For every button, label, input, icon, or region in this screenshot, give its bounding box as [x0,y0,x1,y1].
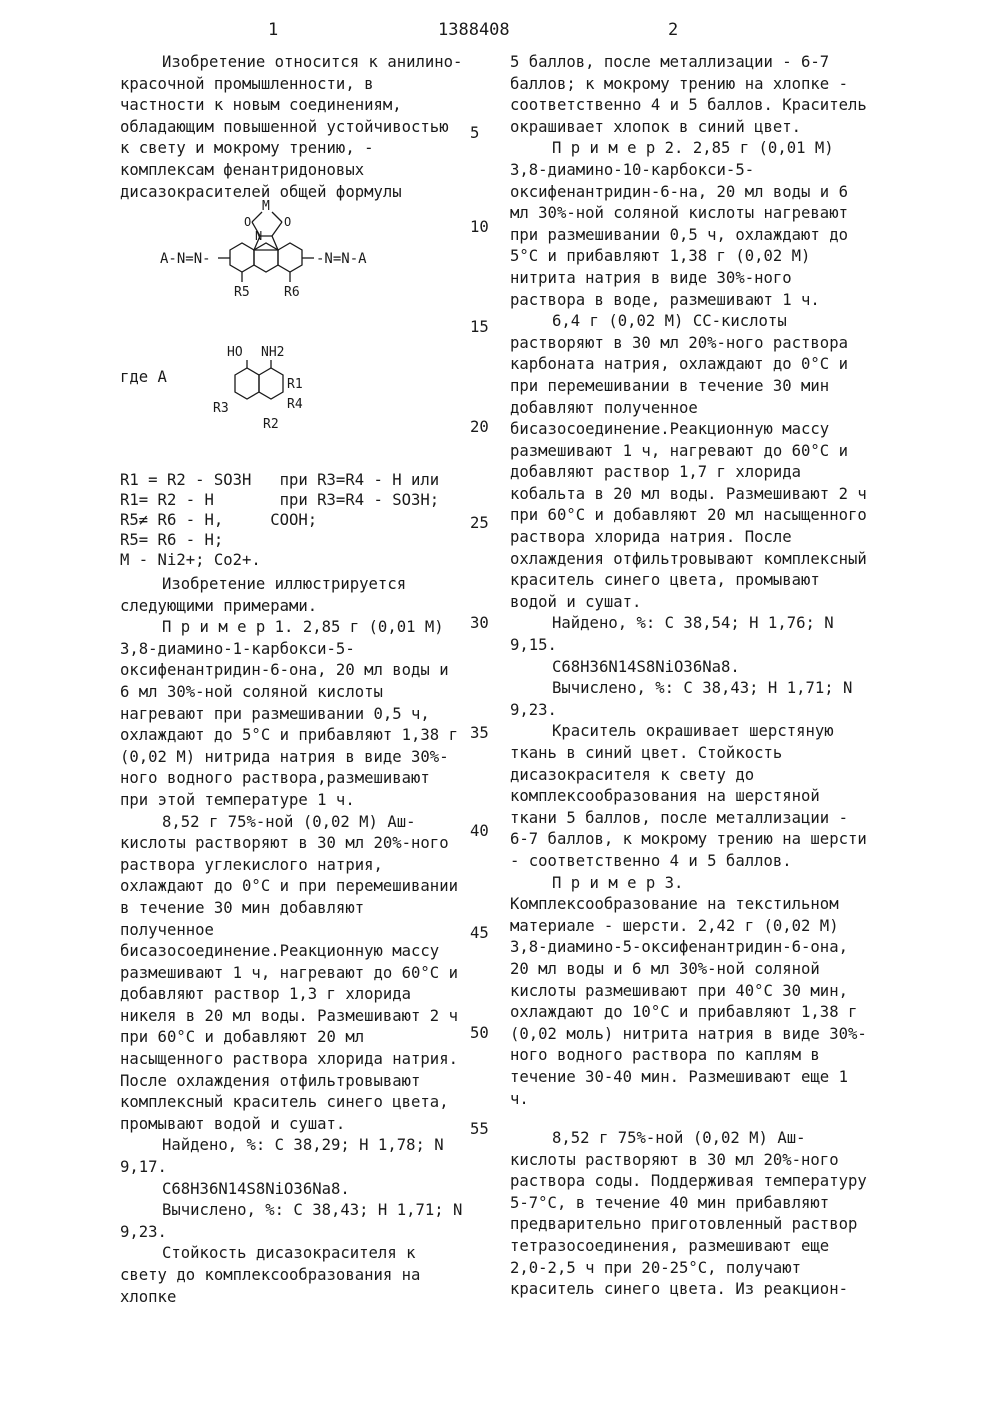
found-line: Найдено, %: С 38,29; Н 1,78; N 9,17. [120,1136,444,1177]
example-1-paragraph: П р и м е р 1. 2,85 г (0,01 М) 3,8-диамино-1-карбокси-5-оксифенантридин-6-она, 20 мл воды и 6 мл 30%-ной соляной кислоты нагревают при размешивании 0,5 ч, охлаждают до 5°С и прибавляют 1,38 г (0,02 М) нитрида натрия в виде 30%-ного водного раствора,размешивают при этой температуре 1 ч. [120,618,458,809]
r1-label: R1 [287,377,303,392]
left-examples [120,574,465,1308]
azo-left-label: A-N=N- [160,251,211,267]
definitions [120,470,465,570]
line-number: 10 [470,218,489,236]
line-number: 20 [470,418,489,436]
line-number: 35 [470,724,489,742]
hydroxy-label: HO [227,345,243,360]
phenanthridone-structure [160,190,420,320]
r3-label: R3 [213,401,229,416]
illustrate-paragraph: Изобретение иллюстрируется следующими примерами. [120,575,407,615]
r6-label: R6 [284,285,300,300]
line-number: 25 [470,514,489,532]
example-2-paragraph: П р и м е р 2. 2,85 г (0,01 М) 3,8-диамино-10-карбокси-5-оксифенантридин-6-на, 20 мл воды и 6 мл 30%-ной соляной кислоты нагревают при размешивании 0,5 ч, охлаждают до 5°С и прибавляют 1,38 г (0,02 М) нитрита натрия в виде 30%-ного раствора в воде, размешивают 1 ч. [510,139,848,309]
column-number-right: 2 [668,20,679,40]
example-1-procedure: 8,52 г 75%-ной (0,02 М) Аш-кислоты растворяют в 30 мл 20%-ного раствора углекислого натрия, охлаждают до 0°С и при перемешивании в течение 30 мин добавляют полученное бисазосоединение.Реакционную массу размешивают 1 ч, нагревают до 60°С и добавляют раствор 1,3 г хлорида никеля в 20 мл воды. Размешивают 2 ч при 60°С и добавляют 20 мл насыщенного раствора хлорида натрия. После охлаждения отфильтровывают комплексный краситель синего цвета, промывают водой и сушат. [120,812,458,1133]
found-line-2: Найдено, %: С 38,54; Н 1,76; N 9,15. [510,614,834,655]
example-3-paragraph: П р и м е р 3. Комплексообразование на текстильном материале - шерсти. 2,42 г (0,02 М) 3,8-диамино-5-оксифенантридин-6-она, 20 мл воды и 6 мл 30%-ной соляной кислоты размешивают при 40°С 30 мин, охлаждают до 10°С и прибавляют 1,38 г (0,02 моль) нитрита натрия в виде 30%-ного водного раствора по каплям в течение 30-40 мин. Размешивают еще 1 ч. [510,873,867,1108]
formula-line-2: C68H36N14S8NiO36Na8. [552,657,740,676]
azo-right-label: -N=N-A [316,251,367,267]
r4-label: R4 [287,397,303,412]
amino-label: NH2 [261,345,285,360]
definition-line: R1= R2 - H при R3=R4 - SO3H; [120,491,440,509]
where-a-label: где А [120,368,167,386]
column-number-left: 1 [268,20,279,40]
definition-line: M - Ni2+; Co2+. [120,551,261,569]
line-number: 45 [470,924,489,942]
r2-label: R2 [263,417,279,432]
right-continuation: 5 баллов, после металлизации - 6-7 баллов; к мокрому трению на хлопке - соответственно 4 и 5 баллов. Краситель окрашивает хлопок в синий цвет. [510,53,867,136]
calculated-line: Вычислено, %: С 38,43; Н 1,71; N 9,23. [120,1201,463,1241]
line-number: 40 [470,822,489,840]
line-number: 50 [470,1024,489,1042]
definition-line: R5= R6 - H; [120,531,224,549]
definition-line: R5≠ R6 - H, COOH; [120,511,318,529]
naphthalene-structure [205,340,345,450]
patent-number: 1388408 [438,20,510,40]
example-2-procedure: 6,4 г (0,02 М) СС-кислоты растворяют в 30 мл 20%-ного раствора карбоната натрия, охлаждают до 0°С и при перемешивании в течение 30 мин добавляют полученное бисазосоединение.Реакционную массу размешивают 1 ч, нагревают до 60°С и добавляют раствор 1,7 г хлорида кобальта в 20 мл воды. Размешивают 2 ч при 60°С и добавляют 20 мл насыщенного раствора хлорида натрия. После охлаждения отфильтровывают комплексный краситель синего цвета, промывают водой и сушат. [510,312,867,611]
oxygen-label: O [244,215,252,229]
formula-line: C68H36N14S8NiO36Na8. [162,1179,350,1198]
nitrogen-label: N [255,229,263,243]
carbonyl-o-label: O [284,215,292,229]
metal-label: M [262,199,270,214]
example-3-procedure: 8,52 г 75%-ной (0,02 М) Аш-кислоты растворяют в 30 мл 20%-ного раствора соды. Поддерживая температуру 5-7°С, в течение 40 мин прибавляют предварительно приготовленный раствор тетразосоединения, размешивают еще 2,0-2,5 ч при 20-25°С, получают краситель синего цвета. Из реакцион- [510,1129,867,1299]
left-intro [120,52,465,203]
line-number: 15 [470,318,489,336]
line-number: 55 [470,1120,489,1138]
calculated-line-2: Вычислено, %: С 38,43; Н 1,71; N 9,23. [510,679,853,719]
intro-paragraph: Изобретение относится к анилино-красочной промышленности, в частности к новым соединениям, обладающим повышенной устойчивостью к свету и мокрому трению, - комплексам фенантридоновых дисазокрасителей общей формулы [120,53,463,201]
line-number: 30 [470,614,489,632]
definition-line: R1 = R2 - SO3H при R3=R4 - H или [120,471,440,489]
stability-paragraph: Стойкость дисазокрасителя к свету до комплексообразования на хлопке [120,1244,421,1306]
right-column [510,52,870,1301]
dye-wool-paragraph: Краситель окрашивает шерстяную ткань в синий цвет. Стойкость дисазокрасителя к свету до комплексообразования на шерстяной ткани 5 баллов, после металлизации - 6-7 баллов, к мокрому трению на шерсти - соответственно 4 и 5 баллов. [510,722,867,870]
r5-label: R5 [234,285,250,300]
line-number: 5 [470,124,480,142]
